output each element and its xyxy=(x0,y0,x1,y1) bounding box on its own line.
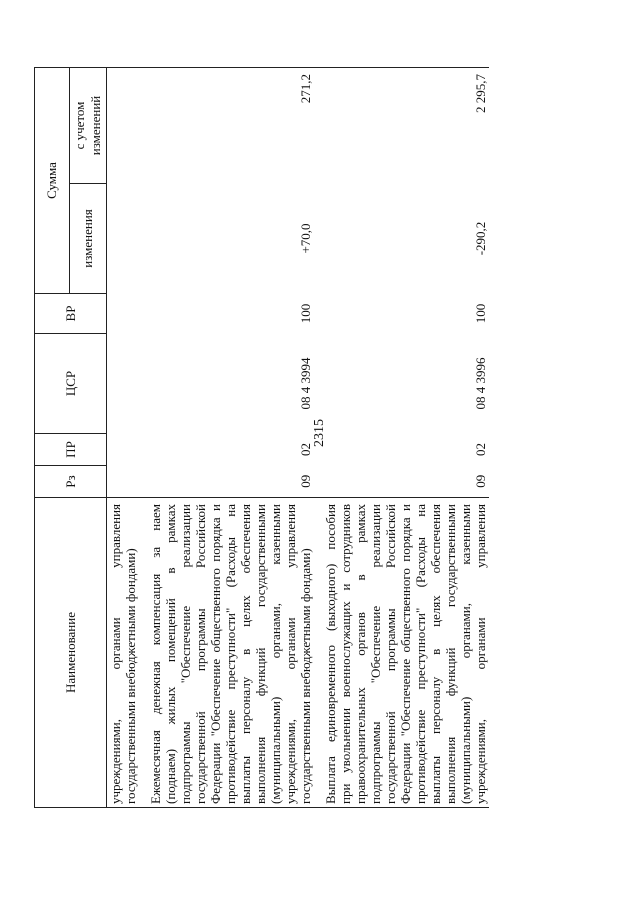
header-csr: ЦСР xyxy=(35,334,107,434)
cell-total xyxy=(107,68,140,184)
name-line: выплаты персоналу в целях обеспечения xyxy=(428,504,443,804)
cell-change: +70,0 xyxy=(298,223,313,254)
cell-csr xyxy=(107,334,140,434)
name-line: при увольнении военнослужащих и сотрудников xyxy=(338,504,353,804)
table-row xyxy=(322,68,489,808)
cell-pr: 02 xyxy=(298,443,313,456)
name-line: выплаты персоналу в целях обеспечения xyxy=(238,504,253,804)
name-line: учреждениями, органами управления xyxy=(283,504,298,804)
header-with-changes: с учетом изменений xyxy=(70,68,107,184)
cell-csr: 08 4 3996 xyxy=(473,357,488,410)
name-line: (муниципальными) органами, казенными xyxy=(268,504,283,804)
name-line: государственными внебюджетными фондами) xyxy=(298,548,313,804)
cell-pr xyxy=(107,434,140,466)
page-number: 2315 xyxy=(312,419,327,447)
name-line: учреждениями, органами управления xyxy=(108,504,123,804)
name-line: противодействие преступности" (Расходы на xyxy=(223,504,238,804)
name-line: (муниципальными) органами, казенными xyxy=(458,504,473,804)
name-line: противодействие преступности" (Расходы на xyxy=(413,504,428,804)
cell-total: 271,2 xyxy=(147,68,314,184)
header-sum: Сумма xyxy=(35,68,70,294)
cell-change xyxy=(107,184,140,294)
table-row xyxy=(107,68,140,808)
name-line: государственными внебюджетными фондами) xyxy=(123,548,138,804)
cell-total: 2 295,7 xyxy=(322,68,489,184)
header-name: Наименование xyxy=(35,498,107,808)
row-name xyxy=(322,498,489,808)
cell-csr: 08 4 3994 xyxy=(298,357,313,410)
name-line: Федерации "Обеспечение общественного порядка и xyxy=(398,504,413,804)
row-name xyxy=(147,498,314,808)
row-name xyxy=(107,498,140,808)
cell-pr: 02 xyxy=(473,443,488,456)
cell-change: -290,2 xyxy=(473,221,488,256)
table-row xyxy=(147,68,314,808)
cell-rz: 09 xyxy=(298,474,313,488)
name-line: подпрограммы "Обеспечение реализации xyxy=(368,504,383,804)
header-changes: изменения xyxy=(70,184,107,294)
name-line: учреждениями, органами управления xyxy=(473,504,488,804)
name-line: Выплата единовременного (выходного) пособия xyxy=(323,504,338,804)
name-line: государственной программы Российской xyxy=(383,504,398,804)
cell-vr xyxy=(107,294,140,334)
name-line: (поднаем) жилых помещений в рамках xyxy=(163,504,178,804)
cell-rz xyxy=(107,466,140,498)
name-line: правоохранительных органов в рамках xyxy=(353,504,368,804)
budget-table xyxy=(34,67,489,808)
header-pr: ПР xyxy=(35,434,107,466)
rotated-table-wrapper xyxy=(34,68,486,808)
cell-vr: 100 xyxy=(298,303,313,324)
name-line: выполнения функций государственными xyxy=(253,504,268,804)
cell-vr: 100 xyxy=(473,303,488,324)
name-line: Ежемесячная денежная компенсация за наем xyxy=(148,504,163,804)
name-line: подпрограммы "Обеспечение реализации xyxy=(178,504,193,804)
name-line: государственной программы Российской xyxy=(193,504,208,804)
name-line: выполнения функций государственными xyxy=(443,504,458,804)
document-sheet xyxy=(36,0,536,905)
cell-rz: 09 xyxy=(473,474,488,488)
header-rz: Рз xyxy=(35,466,107,498)
name-line: Федерации "Обеспечение общественного порядка и xyxy=(208,504,223,804)
header-vr: ВР xyxy=(35,294,107,334)
